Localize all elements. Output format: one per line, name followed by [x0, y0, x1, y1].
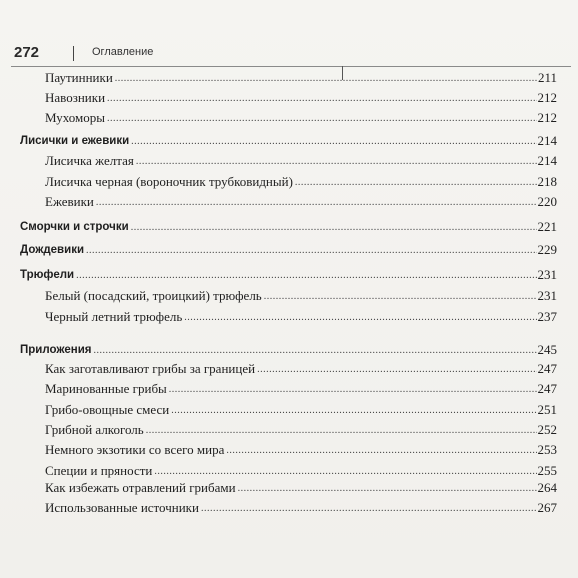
toc-section — [20, 340, 557, 358]
toc-entry-page: 237 — [537, 309, 557, 324]
toc-entry-title: Белый (посадский, троицкий) трюфель — [45, 288, 262, 303]
toc-entry-page: 267 — [537, 500, 557, 515]
toc-section-title: Лисички и ежевики — [20, 135, 130, 147]
dot-leader — [171, 404, 536, 418]
dot-leader — [107, 112, 537, 126]
dot-leader — [131, 135, 536, 149]
toc-entry-page: 255 — [537, 463, 557, 478]
toc-entry — [45, 108, 557, 126]
toc-entry-title: Лисичка желтая — [45, 153, 134, 168]
dot-leader — [184, 311, 536, 325]
toc-entry — [45, 151, 557, 169]
dot-leader — [86, 244, 536, 258]
dot-leader — [201, 502, 537, 516]
toc-entry — [45, 307, 557, 325]
dot-leader — [146, 424, 537, 438]
dot-leader — [115, 72, 537, 86]
dot-leader — [154, 465, 536, 479]
toc-section — [20, 131, 557, 149]
toc-entry-title: Использованные источники — [45, 500, 199, 515]
toc-entry-title: Грибо-овощные смеси — [45, 402, 170, 417]
toc-entry — [45, 400, 557, 418]
dot-leader — [226, 444, 536, 458]
dot-leader — [96, 196, 537, 210]
toc-section — [20, 217, 557, 235]
toc-entry-title: Мухоморы — [45, 110, 105, 125]
toc-entry — [45, 440, 557, 458]
toc-entry-page: 264 — [537, 480, 557, 495]
toc-entry — [45, 498, 557, 516]
toc-entry-page: 247 — [537, 361, 557, 376]
dot-leader — [295, 176, 537, 190]
toc-entry-page: 212 — [537, 90, 557, 105]
dot-leader — [169, 383, 537, 397]
dot-leader — [238, 482, 537, 496]
toc-entry — [45, 478, 557, 496]
toc-entry-page: 247 — [537, 381, 557, 396]
toc-entry-title: Черный летний трюфель — [45, 309, 183, 324]
toc-section — [20, 240, 557, 258]
page-header — [11, 44, 571, 67]
toc-entry-page: 251 — [537, 402, 557, 417]
toc-entry-title: Лисичка черная (вороночник трубковидный) — [45, 174, 293, 189]
dot-leader — [131, 221, 537, 235]
dot-leader — [136, 155, 537, 169]
toc-entry-page: 212 — [537, 110, 557, 125]
toc-entry — [45, 379, 557, 397]
dot-leader — [94, 344, 537, 358]
toc-entry-title: Как избежать отравлений грибами — [45, 480, 236, 495]
running-title: Оглавление — [92, 46, 154, 58]
toc-entry — [45, 420, 557, 438]
toc-entry-title: Немного экзотики со всего мира — [45, 442, 225, 457]
toc-entry-title: Навозники — [45, 90, 106, 105]
dot-leader — [76, 269, 536, 283]
toc-entry-page: 220 — [537, 194, 557, 209]
toc-entry-page: 231 — [537, 288, 557, 303]
toc-entry-page: 252 — [537, 422, 557, 437]
toc-entry — [45, 461, 557, 479]
toc-section-title: Трюфели — [20, 269, 75, 281]
toc-section-title: Сморчки и строчки — [20, 221, 129, 233]
toc-entry-page: 253 — [537, 442, 557, 457]
toc-entry-page: 211 — [537, 70, 557, 85]
toc-entry-title: Специи и пряности — [45, 463, 153, 478]
dot-leader — [257, 363, 536, 377]
toc-section-page: 214 — [537, 133, 557, 148]
toc-section — [20, 265, 557, 283]
page-number: 272 — [14, 44, 40, 61]
toc-section-page: 231 — [537, 267, 557, 282]
header-divider — [73, 46, 74, 61]
toc-entry-title: Паутинники — [45, 70, 113, 85]
toc-entry-title: Ежевики — [45, 194, 94, 209]
toc-entry — [45, 192, 557, 210]
dot-leader — [107, 92, 536, 106]
dot-leader — [264, 290, 537, 304]
toc-section-title: Дождевики — [20, 244, 85, 256]
toc-section-page: 245 — [537, 342, 557, 357]
toc-section-page: 229 — [537, 242, 557, 257]
toc-entry — [45, 359, 557, 377]
toc-entry — [45, 68, 557, 86]
toc-entry — [45, 172, 557, 190]
toc-entry-title: Грибной алкоголь — [45, 422, 144, 437]
toc-entry — [45, 286, 557, 304]
toc-entry-page: 214 — [537, 153, 557, 168]
toc-section-title: Приложения — [20, 344, 92, 356]
toc-entry — [45, 88, 557, 106]
toc-section-page: 221 — [537, 219, 557, 234]
toc-entry-title: Как заготавливают грибы за границей — [45, 361, 256, 376]
toc-entry-page: 218 — [537, 174, 557, 189]
toc-entry-title: Маринованные грибы — [45, 381, 167, 396]
